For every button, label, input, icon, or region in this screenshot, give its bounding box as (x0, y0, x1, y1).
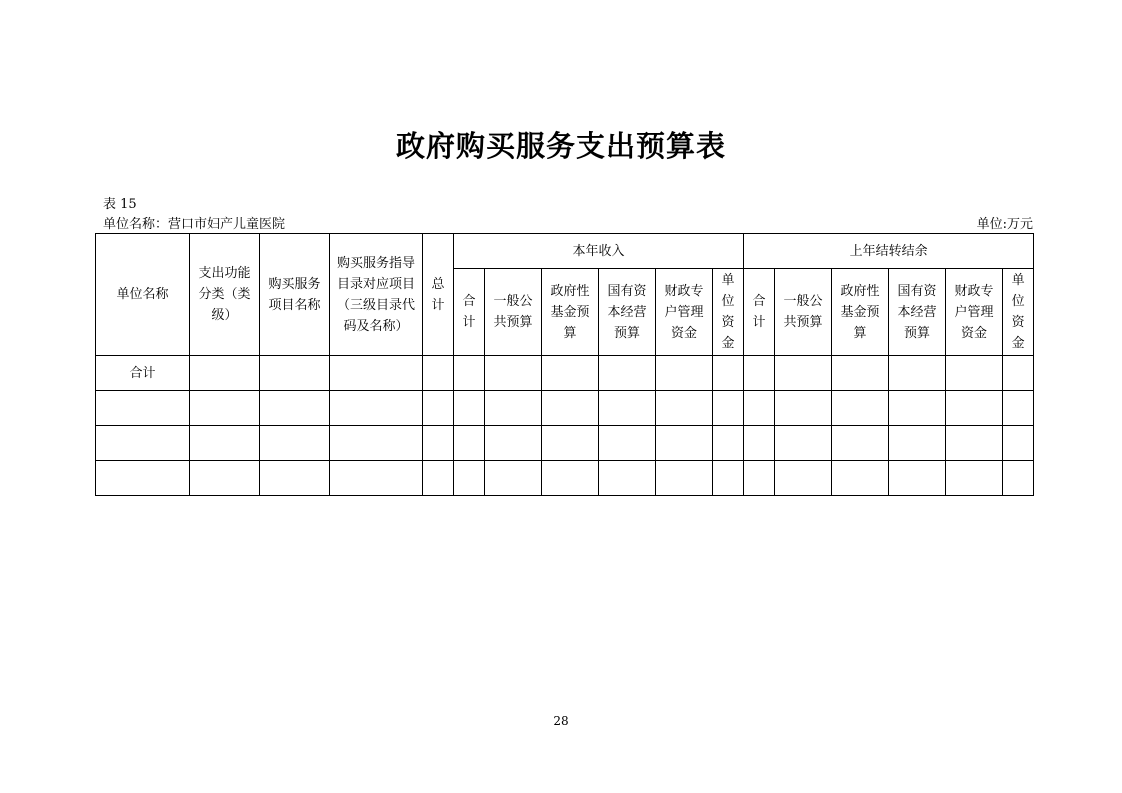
table-cell (190, 426, 260, 461)
table-cell (423, 356, 454, 391)
header-balance-gov-fund-text: 政府性基金预算 (840, 283, 880, 341)
table-cell (775, 391, 832, 426)
table-cell (713, 426, 744, 461)
header-income-special-fund-text: 财政专户管理资金 (664, 283, 704, 341)
header-balance-special-fund-text: 财政专户管理资金 (954, 283, 994, 341)
table-cell (889, 426, 946, 461)
table-cell (423, 461, 454, 496)
header-income-unit-fund (713, 269, 744, 356)
table-cell (330, 356, 423, 391)
header-balance-gov-fund (832, 269, 889, 356)
header-income-state-capital (599, 269, 656, 356)
table-row (96, 426, 1034, 461)
table-cell (599, 391, 656, 426)
header-income-special-fund (656, 269, 713, 356)
header-income-state-capital-text: 国有资本经营预算 (607, 283, 647, 341)
header-project-name-text: 购买服务项目名称 (268, 276, 321, 313)
header-project-name (260, 234, 330, 356)
table-cell (832, 461, 889, 496)
table-cell (599, 426, 656, 461)
table-cell (542, 356, 599, 391)
header-total (423, 234, 454, 356)
header-income-subtotal (454, 269, 485, 356)
table-cell (260, 426, 330, 461)
table-cell (656, 356, 713, 391)
currency-unit: 单位:万元 (976, 217, 1033, 232)
table-cell (832, 356, 889, 391)
budget-table (95, 233, 1034, 496)
header-total-text: 总计 (431, 276, 445, 313)
header-income-general (485, 269, 542, 356)
table-cell (542, 426, 599, 461)
table-row (96, 391, 1034, 426)
table-cell (1003, 426, 1034, 461)
table-cell (330, 391, 423, 426)
table-cell (889, 391, 946, 426)
header-balance-general-text: 一般公共预算 (783, 294, 823, 330)
header-function-class-text: 支出功能分类（类级） (198, 266, 251, 323)
table-cell (832, 391, 889, 426)
table-cell (656, 391, 713, 426)
header-income-unit-fund-text: 单位资金 (721, 273, 735, 351)
table-cell (1003, 461, 1034, 496)
table-row (96, 461, 1034, 496)
header-income-gov-fund-text: 政府性基金预算 (550, 283, 590, 341)
table-cell (889, 461, 946, 496)
table-number: 表 15 (103, 197, 137, 212)
header-income-subtotal-text: 合计 (462, 294, 476, 330)
header-catalog-item (330, 234, 423, 356)
table-cell (713, 391, 744, 426)
header-income-general-text: 一般公共预算 (493, 294, 533, 330)
table-cell (423, 391, 454, 426)
table-cell (889, 356, 946, 391)
table-cell (946, 426, 1003, 461)
table-cell (454, 356, 485, 391)
table-cell (260, 461, 330, 496)
cell-unit-name (96, 426, 190, 461)
table-cell (423, 426, 454, 461)
table-cell (713, 356, 744, 391)
table-cell (599, 461, 656, 496)
table-cell (485, 426, 542, 461)
table-cell (454, 391, 485, 426)
table-cell (599, 356, 656, 391)
table-cell (454, 461, 485, 496)
table-cell (775, 356, 832, 391)
cell-unit-name (96, 391, 190, 426)
table-cell (713, 461, 744, 496)
header-function-class (190, 234, 260, 356)
header-unit-name: 单位名称 (96, 234, 190, 356)
table-cell (656, 461, 713, 496)
table-cell (946, 461, 1003, 496)
header-balance-unit-fund-text: 单位资金 (1011, 273, 1025, 351)
header-balance-general (775, 269, 832, 356)
table-cell (744, 391, 775, 426)
table-cell (485, 356, 542, 391)
page-number: 28 (553, 714, 569, 728)
table-cell (542, 461, 599, 496)
cell-unit-name (96, 461, 190, 496)
table-cell (656, 426, 713, 461)
table-row (96, 356, 1034, 391)
unit-info-row (103, 213, 1033, 232)
table-cell (330, 461, 423, 496)
header-income-gov-fund (542, 269, 599, 356)
table-cell (190, 461, 260, 496)
table-cell (190, 356, 260, 391)
table-cell (775, 461, 832, 496)
table-cell (946, 356, 1003, 391)
table-cell (1003, 356, 1034, 391)
table-cell (946, 391, 1003, 426)
table-cell (744, 426, 775, 461)
unit-name-label: 单位名称：营口市妇产儿童医院 (103, 217, 286, 232)
header-current-income: 本年收入 (454, 234, 744, 269)
header-balance-unit-fund (1003, 269, 1034, 356)
header-balance-special-fund (946, 269, 1003, 356)
table-cell (744, 356, 775, 391)
page-title: 政府购买服务支出预算表 (395, 129, 726, 163)
header-prior-balance: 上年结转结余 (744, 234, 1034, 269)
header-balance-subtotal-text: 合计 (752, 294, 766, 330)
table-cell (832, 426, 889, 461)
header-balance-subtotal (744, 269, 775, 356)
header-catalog-item-text: 购买服务指导目录对应项目（三级目录代码及名称） (336, 255, 415, 334)
table-cell (775, 426, 832, 461)
table-cell (1003, 391, 1034, 426)
header-balance-state-capital-text: 国有资本经营预算 (897, 283, 937, 341)
table-cell (744, 461, 775, 496)
table-cell (454, 426, 485, 461)
header-balance-state-capital (889, 269, 946, 356)
table-cell (330, 426, 423, 461)
table-cell (260, 356, 330, 391)
table-cell (190, 391, 260, 426)
table-cell (485, 391, 542, 426)
cell-unit-name: 合计 (96, 356, 190, 391)
table-cell (260, 391, 330, 426)
table-cell (542, 391, 599, 426)
table-cell (485, 461, 542, 496)
